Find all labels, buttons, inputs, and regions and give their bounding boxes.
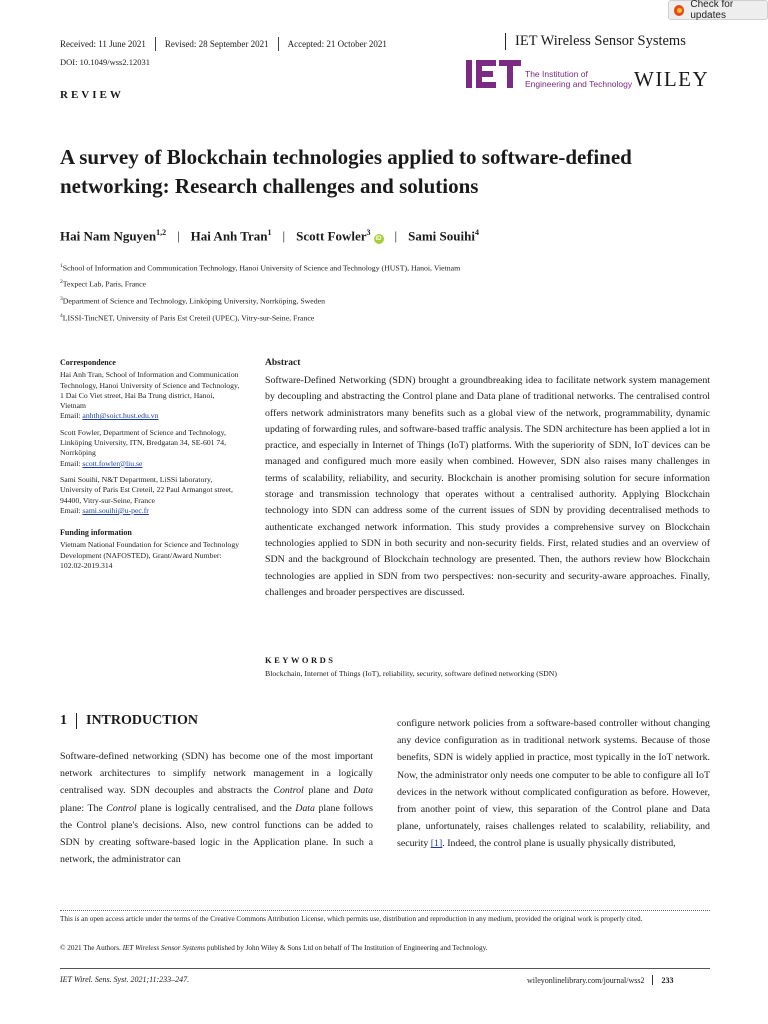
author-list	[60, 228, 479, 244]
author[interactable]: Sami Souihi$^4$	[408, 228, 479, 244]
orcid-icon[interactable]: iD	[375, 236, 382, 243]
divider	[505, 33, 506, 50]
email-link[interactable]: sami.souihi@u-pec.fr	[82, 505, 149, 515]
divider	[278, 37, 279, 51]
abstract-text: Software-Defined Networking (SDN) brought a groundbreaking idea to facilitate network system management by decoupling and abstracting the Control plane and Data plane of traditional networks. The centralised control offers network administrators many benefits such as a global view of the network, programmability, dynamic updating of forwarding rules, and software-based traffic analysis. The SDN architecture has been applied a lot in practice, and especially in Internet of Things (IoT) platforms. With the superiority of SDN, IoT devices can be managed and configured much more easily when combined. However, SDN also raises many challenges in terms of scalability, reliability, and security. Blockchain is another promising solution for secure information storage and transmission technology that operates without a centralised authority. Applying Blockchain technology into SDN can address some of the current issues of SDN by providing decentralised methods to authenticate exchanged network information. This study provides a comprehensive survey on Blockchain technologies applied to SDN in both security and non-security fields. First, related studies and an overview of SDN and the background of Blockchain technology are presented. Then, the authors review how Blockchain technologies are applied in SDN from two perspectives: non-security and security-aware approaches. Finally, challenges and broader perspectives are discussed.	[265, 375, 710, 598]
author-separator: |	[177, 228, 180, 244]
author[interactable]: Hai Anh Tran$^1$	[190, 228, 272, 244]
correspondence-heading: Correspondence	[60, 358, 116, 367]
institution-logo-text	[525, 70, 632, 89]
email-link[interactable]: scott.fowler@liu.se	[82, 458, 143, 468]
check-for-updates-button[interactable]	[668, 0, 768, 20]
journal-name	[505, 33, 686, 50]
institution-line1: The Institution of	[525, 69, 588, 79]
author-separator: |	[282, 228, 286, 244]
intro-column-1: Software-defined networking (SDN) has become one of the most important network architectures to simplify network management in a logically centralised way. SDN decouples and abstracts the Control plane and Data plane: The Control plane is logically centralised, and the Data plane follows the Control plane's decisions. Also, new control functions can be added to SDN by creating software-based logic in the Application plane. In such a network, the administrator can	[60, 751, 373, 866]
keywords-heading: KEYWORDS	[265, 655, 336, 665]
accepted-date: Accepted: 21 October 2021	[287, 39, 387, 49]
divider	[155, 37, 156, 51]
license-note: This is an open access article under the terms of the Creative Commons Attribution License, which permits use, distribution and reproduction in any medium, provided the original work is properly cited.	[60, 915, 643, 923]
section-heading	[60, 713, 198, 729]
crossmark-icon	[674, 5, 684, 16]
institution-line2: Engineering and Technology	[525, 78, 633, 89]
correspondence-entry: Sami Souihi, N&T Department, LiSSi laboratory, University of Paris Est Creteil, 22 Paul Armangot street, 94400, Vitry-sur-Seine, France Email: sami.souihi@u-pec.fr	[60, 474, 233, 515]
intro-column-2: configure network policies from a software-based controller without changing any device configuration as in traditional network systems. Because of those benefits, SDN is widely applied in practice, most typically in the IoT network. Now, the administrator only needs one computer to be able to configure all IoT devices in the network without complicated configuration as before. However, from another point of view, this separation of the Control plane and Data plane, unfortunately, raises challenges related to scalability, reliability, and security [1]. Indeed, the control plane is usually physically distributed,	[397, 718, 710, 850]
copyright-note: © 2021 The Authors. IET Wireless Sensor Systems published by John Wiley & Sons Ltd on behalf of The Institution of Engineering and Technology.	[60, 944, 488, 952]
citation-link[interactable]: [1]	[430, 838, 443, 850]
affiliation: $^3$Department of Science and Technology, Linköping University, Norrköping, Sweden	[60, 296, 325, 306]
sidebar	[60, 358, 240, 577]
section-label: REVIEW	[60, 89, 124, 101]
correspondence-entry: Hai Anh Tran, School of Information and Communication Technology, Hanoi University of Science and Technology, 1 Dai Co Viet street, Hai Ba Trung district, Hanoi, Vietnam Email: anhth@soict.hust.edu.vn	[60, 370, 240, 421]
footer-divider	[60, 968, 710, 969]
iet-logo	[466, 58, 522, 90]
affiliation: $^1$School of Information and Communication Technology, Hanoi University of Science and Technology (HUST), Hanoi, Vietnam	[60, 263, 461, 273]
abstract-heading: Abstract	[265, 358, 301, 368]
wiley-logo: WILEY	[634, 67, 710, 91]
author-separator: |	[394, 228, 398, 244]
footer-right	[527, 975, 673, 985]
footnote-divider	[60, 910, 710, 911]
journal-url[interactable]: wileyonlinelibrary.com/journal/wss2	[527, 975, 645, 985]
page-number: 233	[661, 975, 674, 985]
author[interactable]: Scott Fowler$^3$iD	[296, 228, 382, 244]
article-dates	[60, 37, 387, 51]
received-date: Received: 11 June 2021	[60, 39, 146, 49]
journal-title: IET Wireless Sensor Systems	[515, 33, 686, 49]
funding-heading: Funding information	[60, 528, 132, 538]
correspondence-entry: Scott Fowler, Department of Science and Technology, Linköping University, ITN, Bredgatan 34, SE-601 74, Norrköping Email: scott.fowler@liu.se	[60, 427, 227, 468]
section-number: 1	[60, 713, 67, 728]
affiliation: $^2$Texpect Lab, Paris, France	[60, 279, 146, 289]
affiliation: $^4$LISSI-TincNET, University of Paris Est Creteil (UPEC), Vitry-sur-Seine, France	[60, 313, 315, 323]
check-for-updates-label: Check for updates	[690, 0, 734, 21]
article-title: A survey of Blockchain technologies applied to software-defined networking: Research challenges and solutions	[60, 145, 632, 198]
author[interactable]: Hai Nam Nguyen$^{1,2}$	[60, 228, 167, 244]
journal-citation: IET Wirel. Sens. Syst. 2021;11:233–247.	[60, 975, 190, 984]
doi[interactable]: DOI: 10.1049/wss2.12031	[60, 57, 150, 67]
funding-text: Vietnam National Foundation for Science and Technology Development (NAFOSTED), Grant/Award Number: 102.02-2019.314	[60, 540, 240, 571]
revised-date: Revised: 28 September 2021	[164, 39, 269, 49]
email-link[interactable]: anhth@soict.hust.edu.vn	[82, 411, 159, 421]
section-title: INTRODUCTION	[86, 713, 199, 728]
keywords-text: Blockchain, Internet of Things (IoT), reliability, security, software defined networking (SDN)	[265, 669, 558, 678]
divider	[76, 713, 77, 729]
divider	[652, 975, 653, 985]
